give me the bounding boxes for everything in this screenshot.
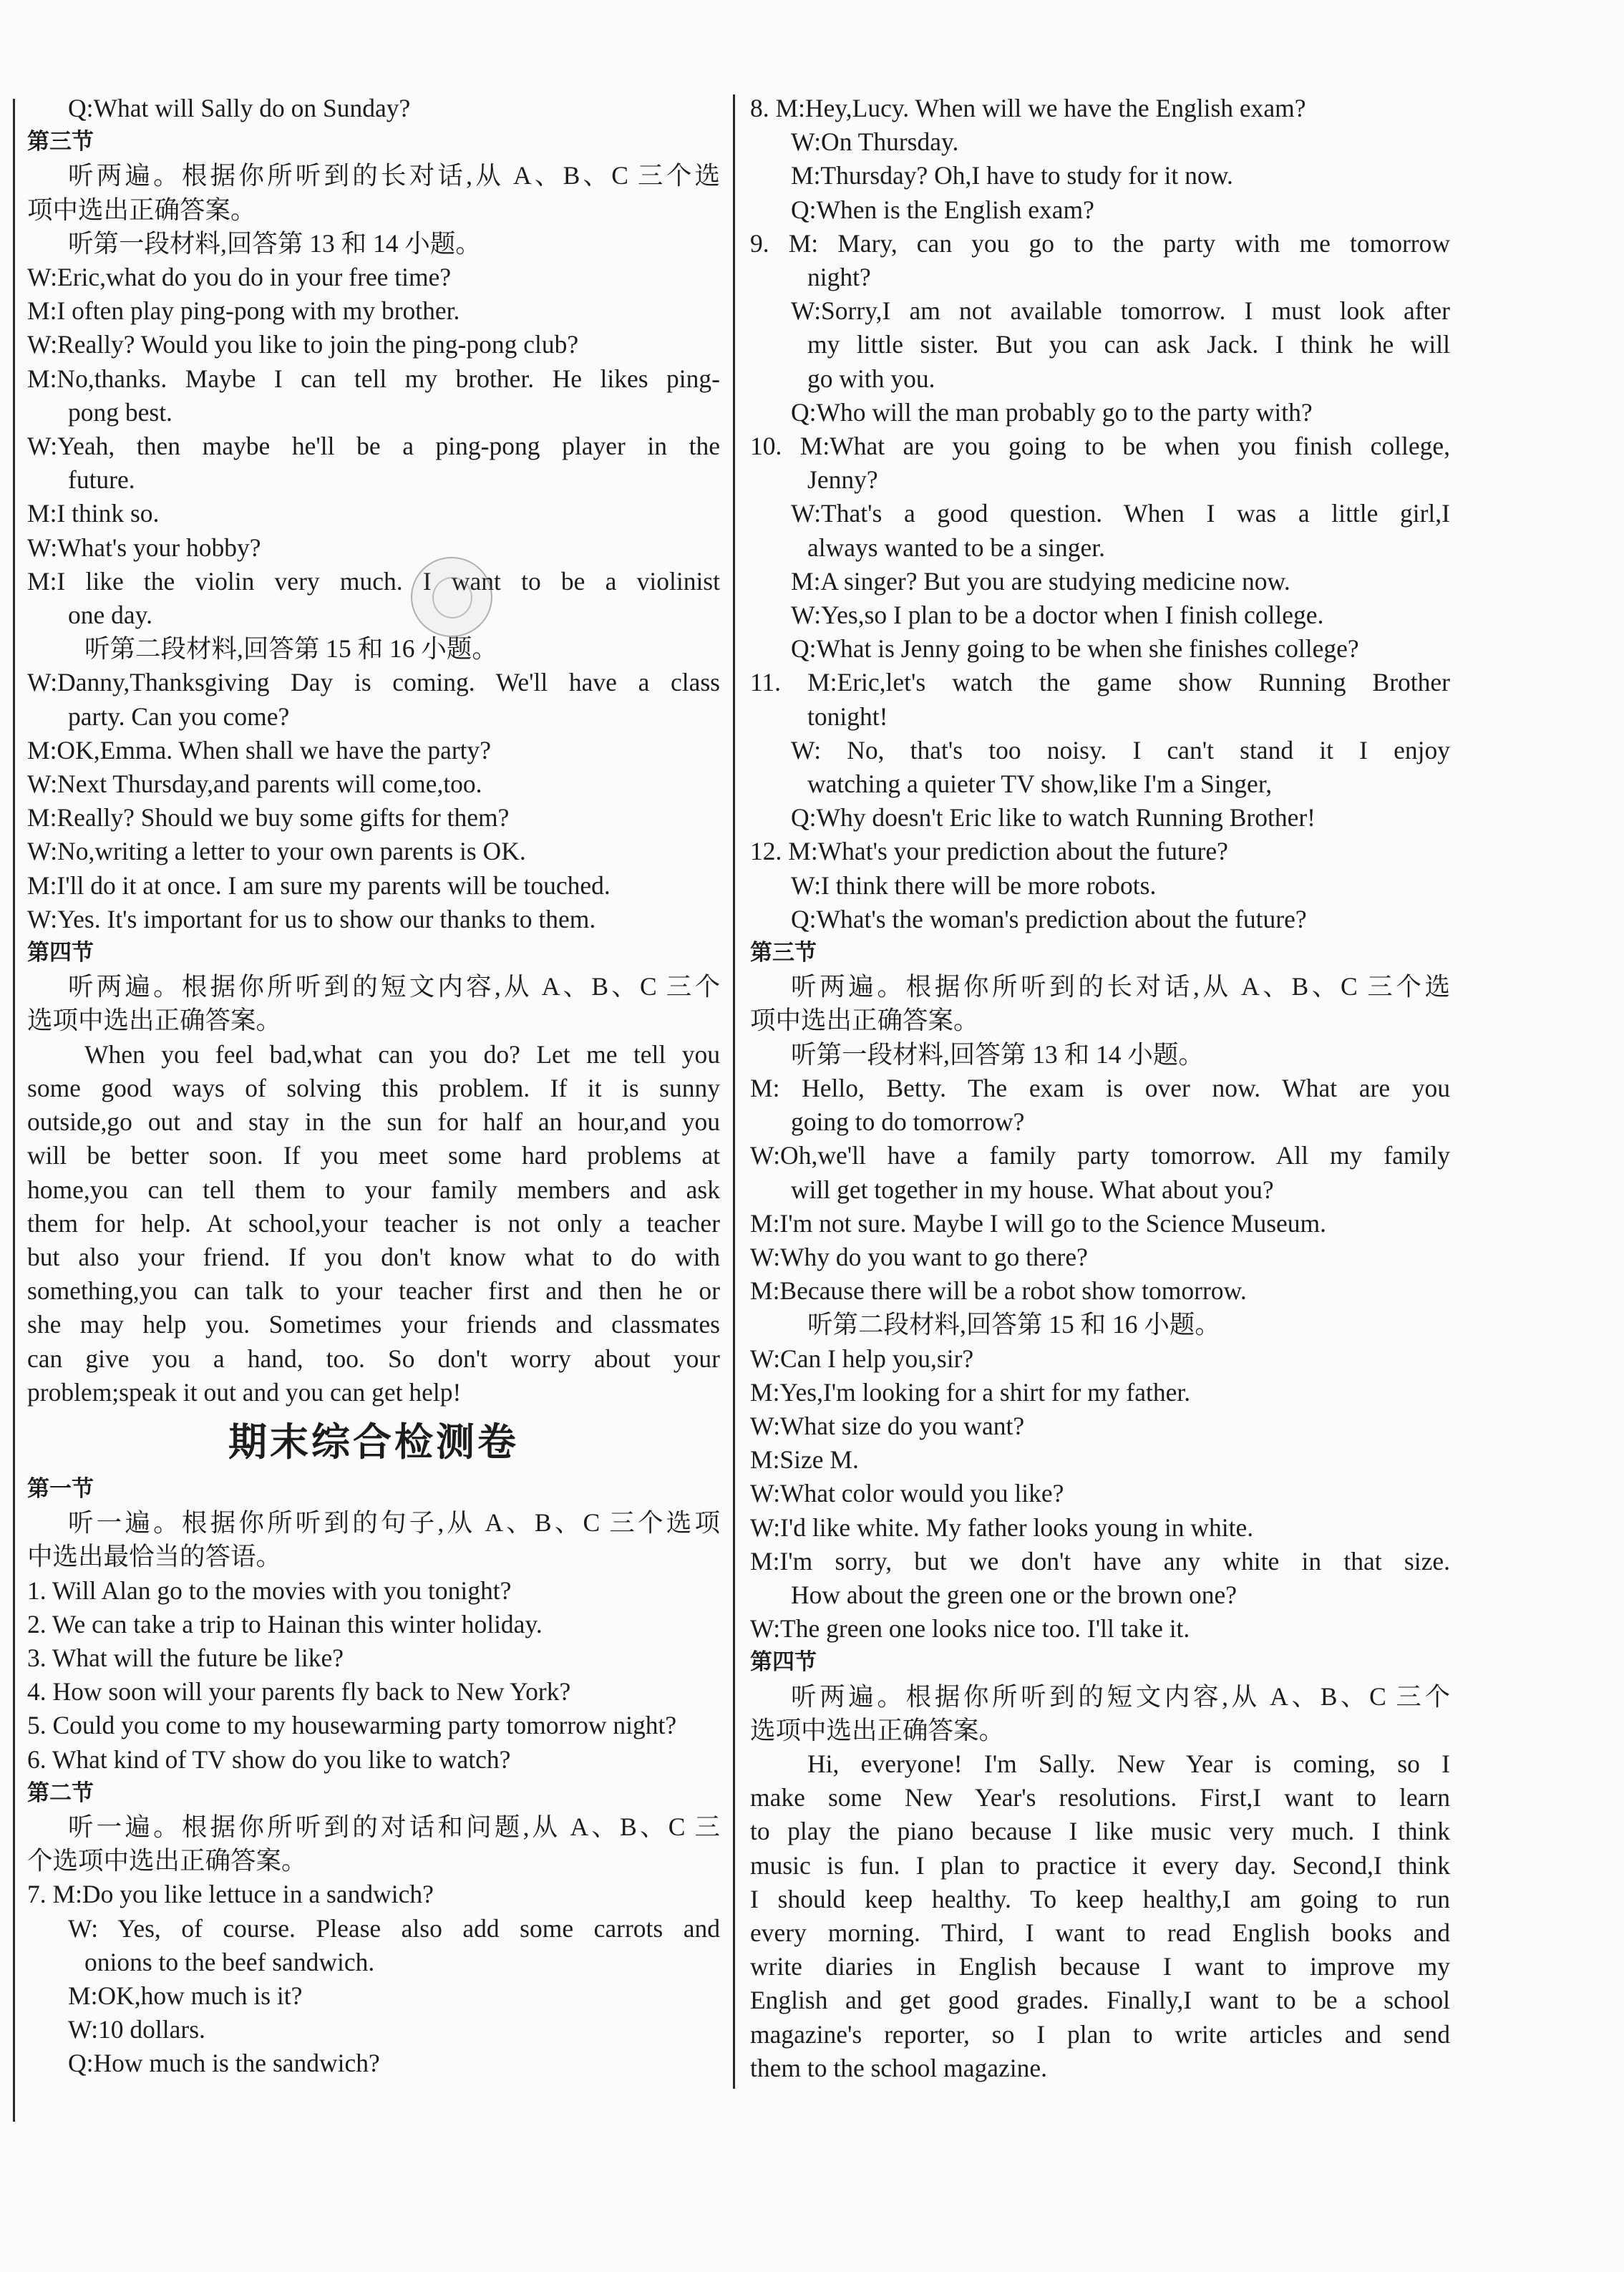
text-line: 9. M: Mary, can you go to the party with me tomorrow [750,228,1450,258]
text-line: 听一遍。根据你所听到的句子,从 A、B、C 三个选项 [68,1508,720,1538]
text-line: 3. What will the future be like? [27,1643,344,1672]
text-line: Q:How much is the sandwich? [68,2049,380,2078]
text-line: W:Oh,we'll have a family party tomorrow. All my family [750,1141,1450,1170]
section-heading: 第四节 [27,940,94,966]
text-line: M:OK,Emma. When shall we have the party? [27,735,492,764]
text-line: M:Yes,I'm looking for a shirt for my father. [750,1377,1191,1407]
left-column [27,92,720,2081]
text-line: 8. M:Hey,Lucy. When will we have the English exam? [750,94,1306,122]
text-line: W:Sorry,I am not available tomorrow. I must look after [791,296,1450,326]
text-line: 2. We can take a trip to Hainan this winter holiday. [27,1609,543,1639]
text-line: Q:Why doesn't Eric like to watch Running Brother! [791,803,1316,832]
text-line: pong best. [68,397,172,427]
text-line: W:No,writing a letter to your own parents is OK. [27,837,526,866]
text-line: W:On Thursday. [791,127,959,157]
text-line: How about the green one or the brown one? [791,1580,1238,1609]
text-line: home,you can tell them to your family members and ask [27,1175,720,1204]
text-line: Q:What's the woman's prediction about the future? [791,904,1307,933]
text-line: W:10 dollars. [68,2015,205,2044]
text-line: 6. What kind of TV show do you like to watch? [27,1744,511,1774]
text-line: M:Thursday? Oh,I have to study for it now. [791,161,1233,190]
text-line: W:Yeah, then maybe he'll be a ping-pong player in the [27,432,720,461]
text-line: W:Danny,Thanksgiving Day is coming. We'll have a class [27,668,720,697]
text-line: music is fun. I plan to practice it every day. Second,I think [750,1850,1450,1880]
text-line: future. [68,465,135,495]
text-line: she may help you. Sometimes your friends and classmates [27,1310,720,1339]
text-line: 中选出最恰当的答语。 [27,1542,282,1571]
text-line: every morning. Third, I want to read English books and [750,1918,1450,1947]
section-heading: 第一节 [27,1475,94,1502]
text-line: W:Yes,so I plan to be a doctor when I finish college. [791,601,1324,630]
text-line: M:A singer? But you are studying medicine now. [791,566,1290,596]
text-line: W:I think there will be more robots. [791,870,1157,900]
section-heading: 第三节 [27,129,94,155]
text-line: one day. [68,601,152,630]
text-line: tonight! [807,701,888,731]
text-line: W:Really? Would you like to join the ping-pong club? [27,330,579,359]
text-line: W: No, that's too noisy. I can't stand it I enjoy [791,735,1450,764]
text-line: 1. Will Alan go to the movies with you tonight? [27,1576,512,1605]
text-line: outside,go out and stay in the sun for half an hour,and you [27,1107,720,1137]
text-line: Jenny? [807,465,878,495]
text-line: will get together in my house. What about you? [791,1175,1274,1204]
text-line: Q:Who will the man probably go to the party with? [791,397,1313,427]
text-line: M:No,thanks. Maybe I can tell my brother. He likes ping- [27,364,720,393]
text-line: M:Because there will be a robot show tomorrow. [750,1276,1247,1306]
section-heading: 第四节 [750,1649,817,1676]
text-line: W:Eric,what do you do in your free time? [27,263,452,292]
text-line: I should keep healthy. To keep healthy,I am going to run [750,1884,1450,1913]
text-line: 听第二段材料,回答第 15 和 16 小题。 [84,634,497,664]
text-line: 4. How soon will your parents fly back to New York? [27,1677,571,1707]
text-line: W:What color would you like? [750,1479,1064,1508]
text-line: M:I like the violin very much. I want to be a violinist [27,566,720,596]
text-line: will be better soon. If you meet some hard problems at [27,1141,720,1170]
text-line: onions to the beef sandwich. [84,1947,375,1976]
text-line: 7. M:Do you like lettuce in a sandwich? [27,1880,434,1909]
text-line: 听一遍。根据你所听到的对话和问题,从 A、B、C 三 [68,1812,720,1841]
text-line: M:I'm sorry, but we don't have any white in that size. [750,1546,1450,1576]
text-line: M:I often play ping-pong with my brother. [27,296,460,326]
text-line: W:That's a good question. When I was a little girl,I [791,499,1450,528]
text-line: 听两遍。根据你所听到的长对话,从 A、B、C 三个选 [68,161,720,190]
text-line: some good ways of solving this problem. If it is sunny [27,1073,720,1102]
text-line: can give you a hand, too. So don't worry about your [27,1344,720,1373]
text-line: M:Really? Should we buy some gifts for them? [27,803,510,832]
text-line: 11. M:Eric,let's watch the game show Running Brother [750,668,1450,697]
text-line: W:Why do you want to go there? [750,1242,1088,1271]
text-line: M:I'm not sure. Maybe I will go to the Science Museum. [750,1208,1327,1238]
text-line: make some New Year's resolutions. First,I want to learn [750,1783,1450,1812]
text-line: M:I'll do it at once. I am sure my parents will be touched. [27,870,611,900]
text-line: 个选项中选出正确答案。 [27,1846,307,1875]
text-line: 听第一段材料,回答第 13 和 14 小题。 [68,228,481,258]
text-line: problem;speak it out and you can get help! [27,1377,462,1407]
text-line: write diaries in English because I want to improve my [750,1952,1450,1981]
left-margin-rule [13,99,15,2122]
right-column [750,92,1450,2085]
text-line: W:What's your hobby? [27,533,261,562]
text-line: W:I'd like white. My father looks young in white. [750,1513,1254,1542]
section-heading: 第三节 [750,940,817,966]
text-line: to play the piano because I like music very much. I think [750,1817,1450,1846]
exam-title: 期末综合检测卷 [228,1419,519,1465]
text-line: 12. M:What's your prediction about the future? [750,837,1228,866]
text-line: 选项中选出正确答案。 [750,1715,1005,1744]
text-line: go with you. [807,364,935,393]
text-line: M:OK,how much is it? [68,1981,303,2010]
text-line: something,you can talk to your teacher first and then he or [27,1276,720,1306]
text-line: M: Hello, Betty. The exam is over now. What are you [750,1073,1450,1102]
text-line: Q:What is Jenny going to be when she finishes college? [791,634,1359,664]
text-line: them to the school magazine. [750,2053,1048,2082]
text-line: W:Next Thursday,and parents will come,too. [27,770,482,799]
text-line: 选项中选出正确答案。 [27,1006,282,1035]
text-line: going to do tomorrow? [791,1107,1025,1137]
text-line: party. Can you come? [68,701,290,731]
text-line: 5. Could you come to my housewarming party tomorrow night? [27,1711,677,1740]
column-divider [733,94,735,2089]
text-line: W:The green one looks nice too. I'll take it. [750,1614,1190,1644]
text-line: 听两遍。根据你所听到的长对话,从 A、B、C 三个选 [791,972,1450,1001]
text-line: them for help. At school,your teacher is not only a teacher [27,1208,720,1238]
text-line: W:Can I help you,sir? [750,1344,974,1373]
text-line: but also your friend. If you don't know what to do with [27,1242,720,1271]
stamp-seal [411,557,492,637]
text-line: always wanted to be a singer. [807,533,1106,562]
text-line: watching a quieter TV show,like I'm a Singer, [807,770,1273,799]
text-line: my little sister. But you can ask Jack. I think he will [807,330,1450,359]
text-line: Q:What will Sally do on Sunday? [68,94,411,122]
text-line: night? [807,263,871,292]
text-line: W: Yes, of course. Please also add some carrots and [68,1913,720,1943]
text-line: When you feel bad,what can you do? Let me tell you [84,1039,720,1069]
text-line: M:I think so. [27,499,160,528]
section-heading: 第二节 [27,1780,94,1806]
text-line: Q:When is the English exam? [791,195,1094,224]
text-line: M:Size M. [750,1445,859,1475]
text-line: 听两遍。根据你所听到的短文内容,从 A、B、C 三个 [68,972,720,1001]
text-line: 10. M:What are you going to be when you finish college, [750,432,1450,461]
text-line: 项中选出正确答案。 [750,1006,979,1035]
text-line: 听两遍。根据你所听到的短文内容,从 A、B、C 三个 [791,1681,1450,1711]
text-line: 项中选出正确答案。 [27,195,256,224]
text-line: W:Yes. It's important for us to show our thanks to them. [27,904,596,933]
text-line: W:What size do you want? [750,1411,1025,1440]
text-line: 听第二段材料,回答第 15 和 16 小题。 [807,1310,1220,1339]
text-line: English and get good grades. Finally,I want to be a school [750,1986,1450,2015]
text-line: 听第一段材料,回答第 13 和 14 小题。 [791,1039,1204,1069]
text-line: Hi, everyone! I'm Sally. New Year is coming, so I [807,1749,1450,1778]
text-line: magazine's reporter, so I plan to write articles and send [750,2019,1450,2049]
